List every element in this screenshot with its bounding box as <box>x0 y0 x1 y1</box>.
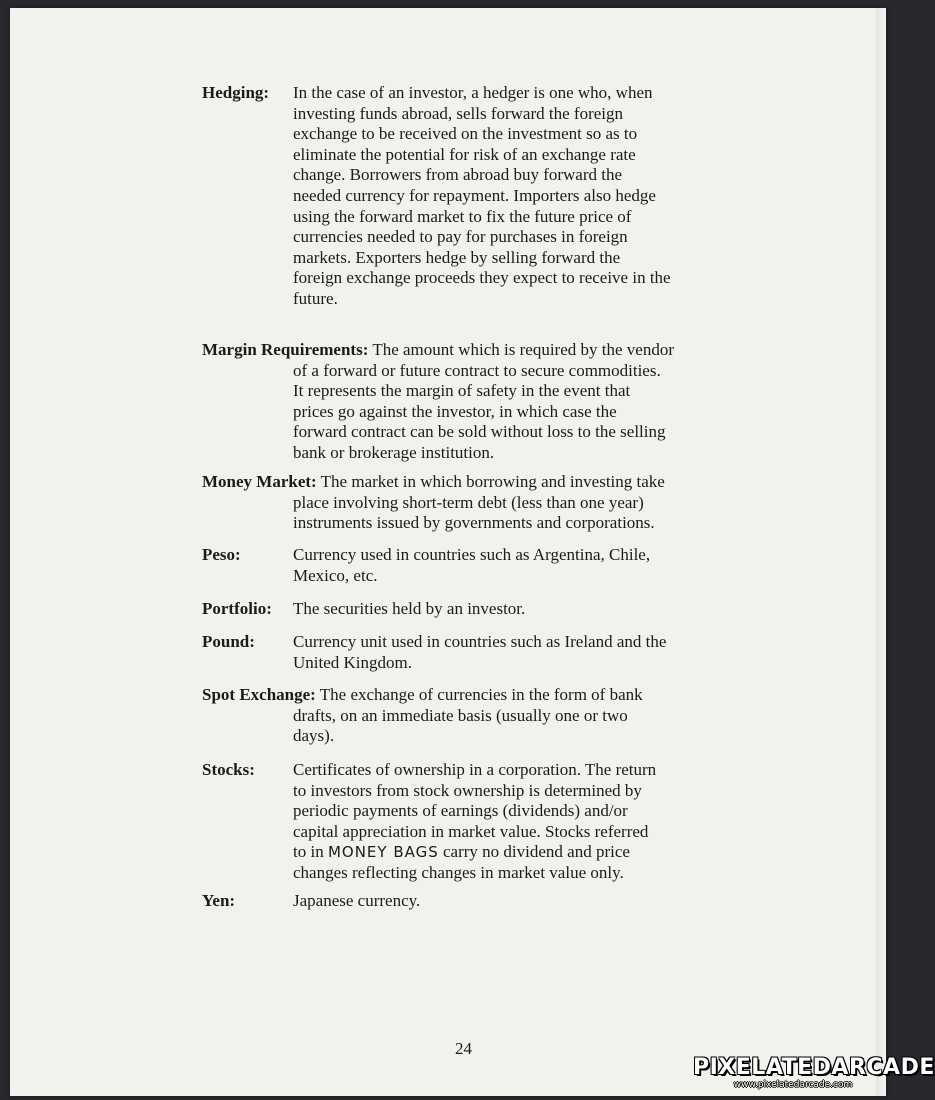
term-margin-requirements: Margin Requirements: <box>202 340 369 359</box>
booklet-page <box>10 8 886 1096</box>
definition-line: The amount which is required by the vendor <box>372 340 674 359</box>
entry-yen <box>202 891 762 912</box>
definition-line: United Kingdom. <box>293 652 412 672</box>
definition-line: It represents the margin of safety in the event that <box>293 381 631 401</box>
definition-hedging <box>293 83 748 310</box>
watermark-brand: PIXELATEDARCADE <box>693 1055 935 1080</box>
definition-line: changes reflecting changes in market value only. <box>293 862 624 882</box>
definition-portfolio <box>293 599 748 620</box>
entry-hedging <box>202 83 762 315</box>
entry-stocks <box>202 760 762 885</box>
definition-line: The exchange of currencies in the form of bank <box>319 685 643 704</box>
term-hedging: Hedging: <box>202 83 270 102</box>
margin-first-line <box>202 340 762 361</box>
money-bags-brand: MONEY BAGS <box>327 843 439 862</box>
entry-money-market <box>202 472 762 534</box>
definition-line: needed currency for repayment. Importers also hedge <box>293 185 656 205</box>
entry-peso <box>202 545 762 587</box>
definition-line: drafts, on an immediate basis (usually one or two <box>293 705 628 725</box>
definition-line: currencies needed to pay for purchases in foreign <box>293 227 628 247</box>
watermark-url: www.pixelatedarcade.com <box>733 1080 853 1090</box>
definition-fragment: carry no dividend and price <box>443 842 630 862</box>
definition-line: to investors from stock ownership is determined by <box>293 780 642 800</box>
term-pound: Pound: <box>202 632 255 651</box>
definition-line: Japanese currency. <box>293 891 421 910</box>
definition-line: Currency unit used in countries such as Ireland and the <box>293 632 667 651</box>
definition-line: Mexico, etc. <box>293 565 378 585</box>
definition-line: instruments issued by governments and corporations. <box>293 513 655 533</box>
entry-margin-requirements <box>202 340 762 464</box>
term-stocks: Stocks: <box>202 760 255 779</box>
definition-pound <box>293 632 748 673</box>
entry-spot-exchange <box>202 685 762 747</box>
definition-line: Currency used in countries such as Argentina, Chile, <box>293 545 651 564</box>
definition-line: The securities held by an investor. <box>293 599 526 618</box>
definition-line: eliminate the potential for risk of an exchange rate <box>293 144 636 164</box>
page-number: 24 <box>455 1039 472 1058</box>
spot-first-line <box>202 685 762 706</box>
page-edge <box>876 8 886 1096</box>
watermark <box>693 1055 935 1090</box>
definition-line: change. Borrowers from abroad buy forward the <box>293 165 623 185</box>
definition-line: of a forward or future contract to secure commodities. <box>293 360 661 380</box>
definition-line: foreign exchange proceeds they expect to receive in the <box>293 268 671 288</box>
term-peso: Peso: <box>202 545 241 564</box>
definition-line: In the case of an investor, a hedger is one who, when <box>293 83 653 102</box>
definition-line: The market in which borrowing and investing take <box>320 472 665 491</box>
definition-fragment: to in <box>293 842 324 862</box>
definition-line: prices go against the investor, in which case the <box>293 401 617 421</box>
definition-line: forward contract can be sold without loss to the selling <box>293 422 666 442</box>
definition-line: days). <box>293 726 335 746</box>
definition-line: markets. Exporters hedge by selling forward the <box>293 247 621 267</box>
definition-line: using the forward market to fix the future price of <box>293 206 632 226</box>
definition-line: periodic payments of earnings (dividends) and/or <box>293 801 628 821</box>
entry-pound <box>202 632 762 674</box>
term-portfolio: Portfolio: <box>202 599 272 618</box>
definition-line-money-bags <box>293 842 748 863</box>
term-money-market: Money Market: <box>202 472 317 491</box>
definition-yen <box>293 891 748 912</box>
definition-line: exchange to be received on the investment so as to <box>293 124 638 144</box>
definition-line: place involving short-term debt (less than one year) <box>293 492 644 512</box>
definition-line: Certificates of ownership in a corporation. The return <box>293 760 657 779</box>
definition-line: investing funds abroad, sells forward the foreign <box>293 103 623 123</box>
definition-line: capital appreciation in market value. Stocks referred <box>293 821 649 841</box>
definition-line: future. <box>293 288 338 308</box>
definition-line: bank or brokerage institution. <box>293 442 495 462</box>
term-yen: Yen: <box>202 891 236 910</box>
entry-portfolio <box>202 599 762 620</box>
money-market-first-line <box>202 472 762 493</box>
definition-stocks <box>293 760 748 884</box>
term-spot-exchange: Spot Exchange: <box>202 685 316 704</box>
definition-peso <box>293 545 748 586</box>
